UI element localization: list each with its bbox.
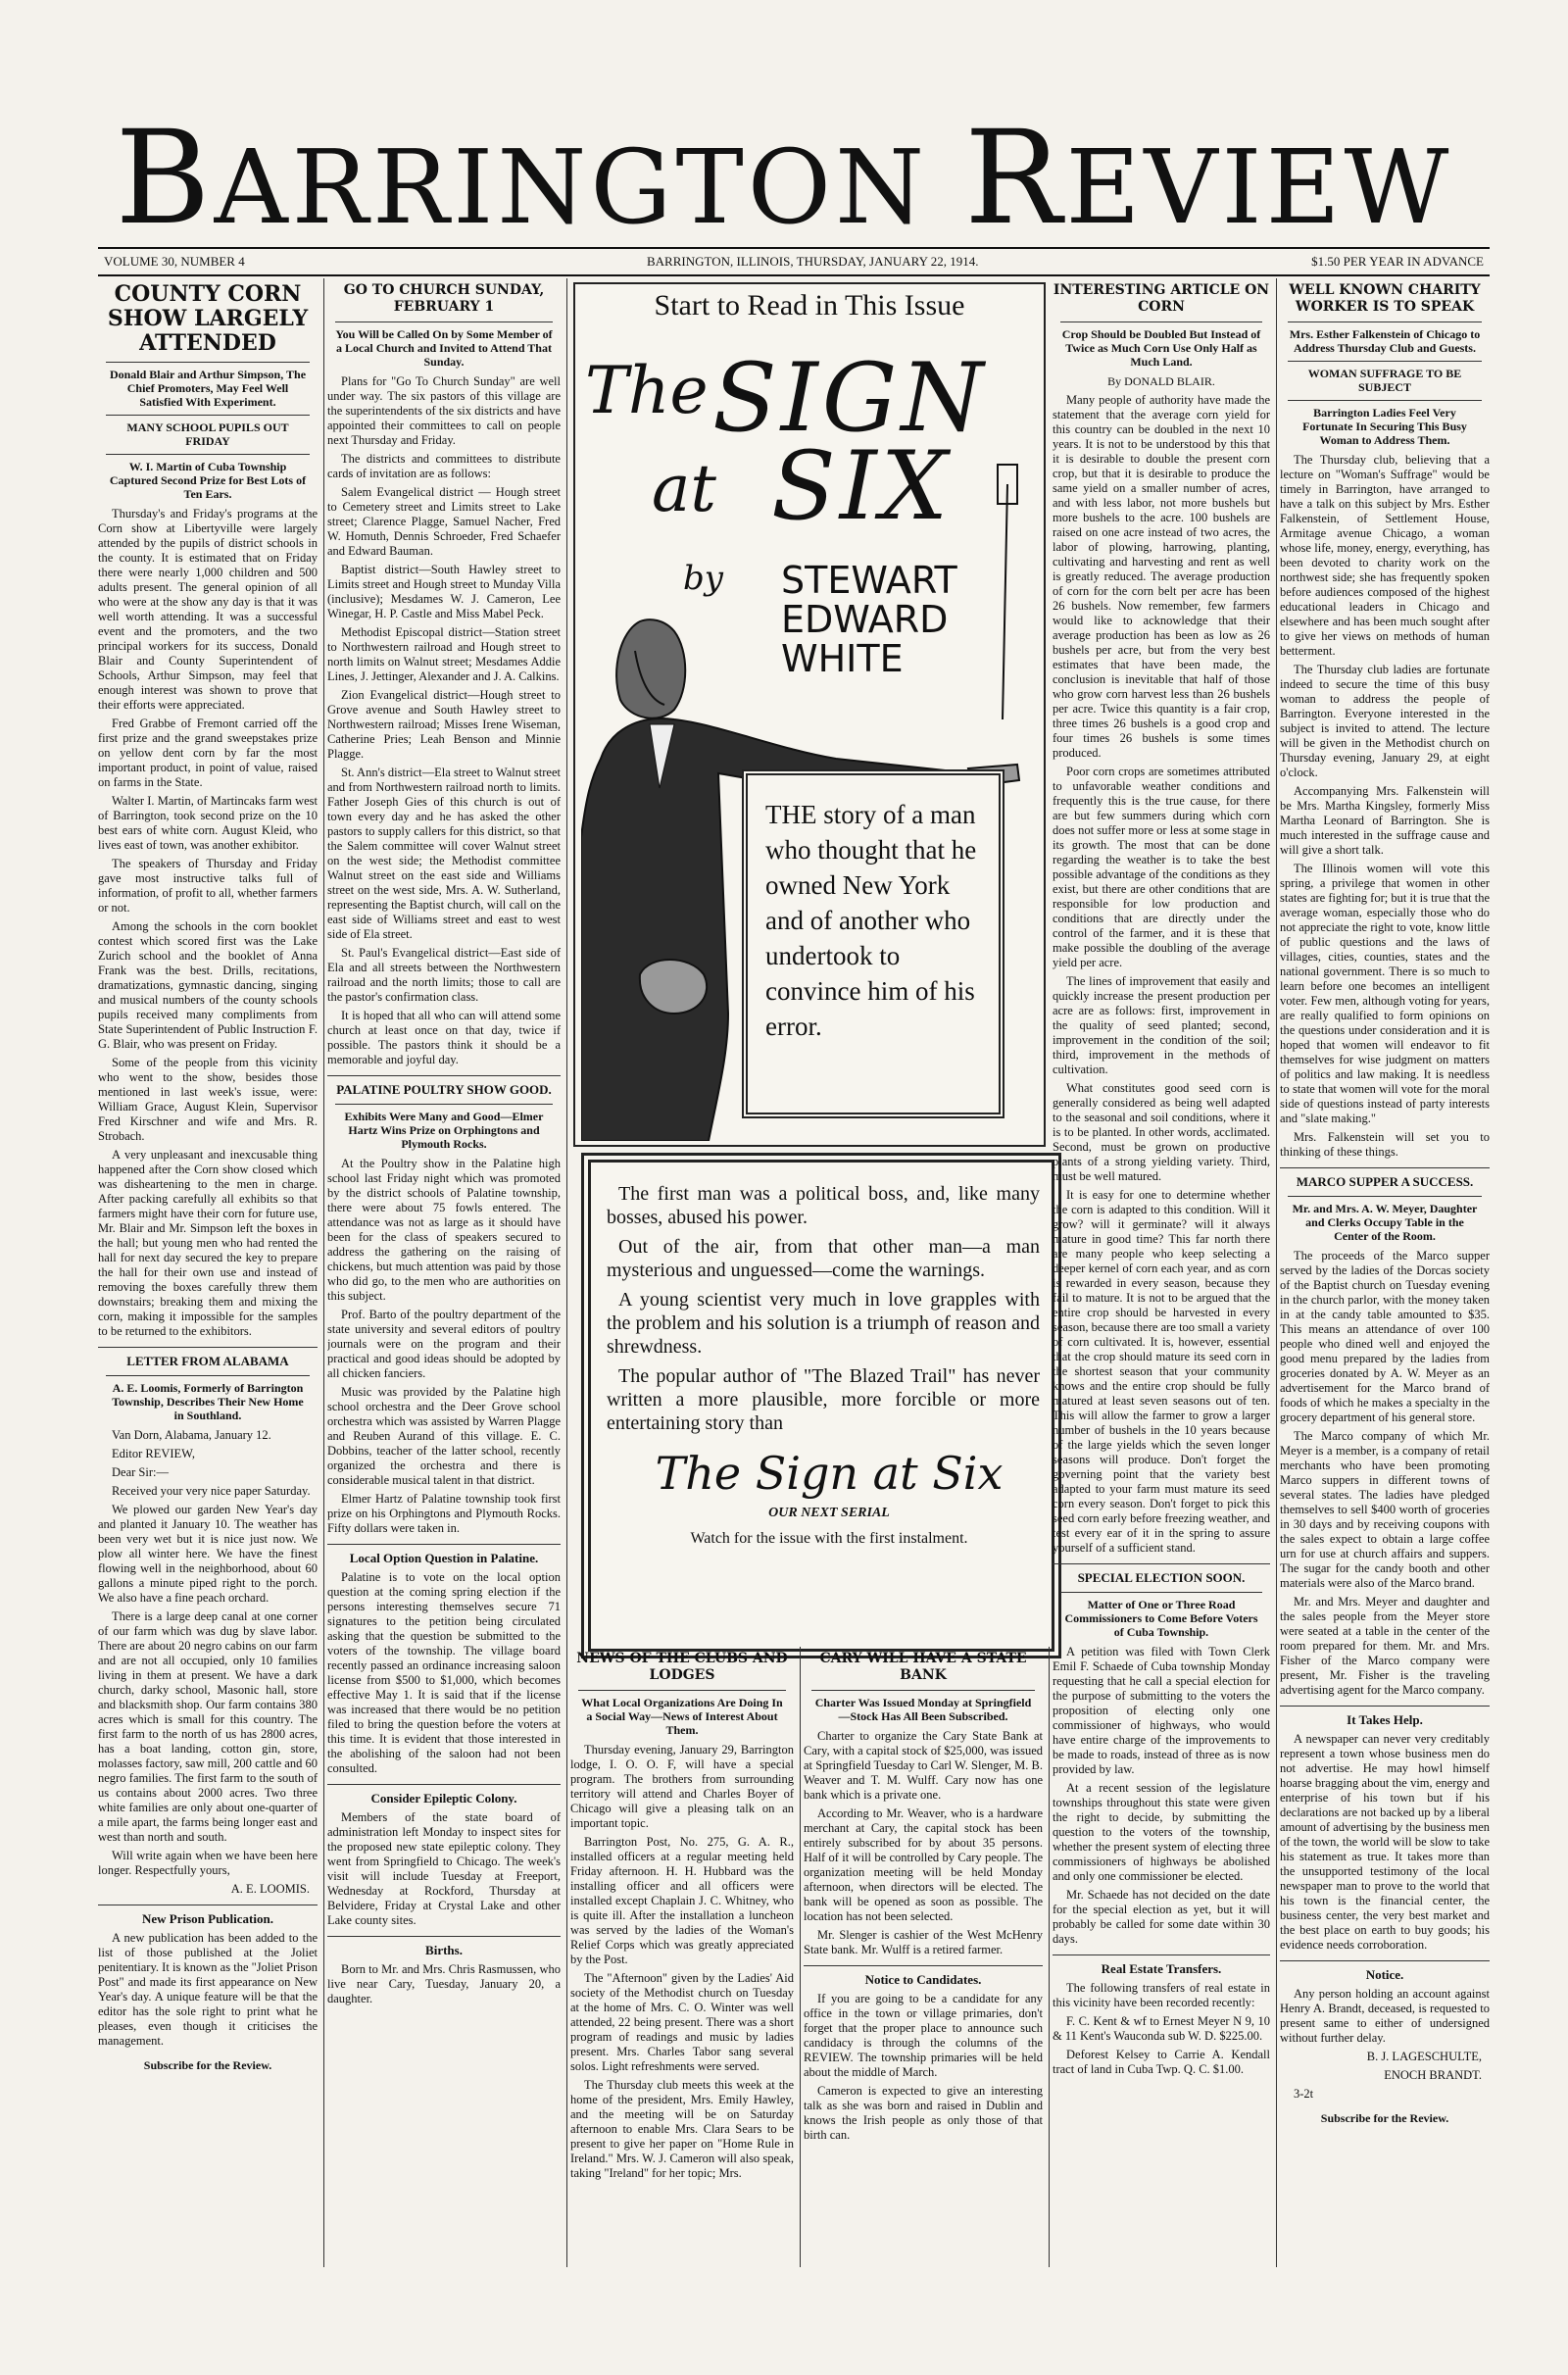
paragraph: The speakers of Thursday and Friday gave most instructive talks full of information, of profit to all, whether farmers or not. bbox=[98, 857, 318, 915]
paragraph: Born to Mr. and Mrs. Chris Rasmussen, who live near Cary, Tuesday, January 20, a daughter. bbox=[327, 1962, 561, 2005]
paragraph: What constitutes good seed corn is generally considered as being well adapted to the seasonal and soil conditions, where it is to be planted. In other words, acclimated. Second, must be grown on productive plants of a strong yielding variety. Third, must be well matured. bbox=[1053, 1081, 1270, 1183]
dateline bbox=[98, 247, 1490, 276]
paragraph: The Thursday club meets this week at the home of the president, Mrs. Emily Hawley, and the meeting will be on Saturday afternoon to enable Mrs. Clara Sears to be present to give her paper on "Home Rule in Ireland." Mrs. W. J. Cameron will also speak, taking "Ireland" for her topic; Mrs. bbox=[570, 2078, 794, 2180]
masthead bbox=[88, 103, 1480, 254]
masthead-word-arrington: ARRINGTON bbox=[214, 127, 965, 247]
corn-show-deck-3: W. I. Martin of Cuba Township Captured Second Prize for Best Lots of Ten Ears. bbox=[106, 454, 310, 501]
paragraph: Mr. Schaede has not decided on the date for the special election as yet, but it will probably be called for some date within 30 days. bbox=[1053, 1888, 1270, 1946]
art-word-the: The bbox=[585, 353, 709, 428]
paragraph: St. Ann's district—Ela street to Walnut street and from Northwestern railroad north to limits. Father Joseph Gies of this church is out of town every day and he has asked the other pastors to supply callers for this district, so that the Salem committee will cover Walnut street on the west side; the Methodist committee Walnut street on the east side and Williams street on the west side, Mrs. A. W. Sutherland, representing the Baptist church, will call on the east side of Williams street and east to west side of Ela street. bbox=[327, 766, 561, 941]
letter-salutation: Dear Sir:— bbox=[112, 1465, 169, 1479]
corn-show-deck: Donald Blair and Arthur Simpson, The Chief Promoters, May Feel Well Satisfied With Experiment. bbox=[106, 362, 310, 409]
paragraph: Some of the people from this vicinity who went to the show, besides those mentioned in last week's issue, were: William Grace, August Klein, Supervisor Fred Kirschner and wife and Mrs. R. Strobach. bbox=[98, 1056, 318, 1143]
paragraph: Barrington Post, No. 275, G. A. R., installed officers at a regular meeting held Friday afternoon. H. H. Hubbard was the installing officer and all officers were installed except Chaplain J. C. Whitney, who is quite ill. After the installation a luncheon was served by the ladies of the Woman's Relief Corps which was greatly appreciated by the Post. bbox=[570, 1835, 794, 1966]
paragraph: A newspaper can never very creditably represent a town whose business men do not advertise. He may howl himself hoarse bragging about the vim, energy and enterprise of his town but if his declarations are not backed up by a liberal amount of advertising by the business men of the town, the world will be slow to take his statement as true. It takes more than the unsupported testimony of the local newspaper man to prove to the world that his town is the financial center, the business center, the very best market and the best place on earth to buy goods; his evidence needs corroboration. bbox=[1280, 1732, 1490, 1952]
corn-article-byline: By DONALD BLAIR. bbox=[1107, 374, 1215, 388]
paragraph: A new publication has been added to the list of those published at the Joliet penitentiary. It is known as the "Joliet Prison Post" and made its first appearance on New Year's day. A unique feature will be that the editor has the sole right to print what he pleases, even though it criticises the management. bbox=[98, 1931, 318, 2048]
watch-notice: Watch for the issue with the first instalment. bbox=[690, 1530, 968, 1547]
serial-ad-title: Start to Read in This Issue bbox=[654, 289, 965, 322]
paragraph: The proceeds of the Marco supper served by the ladies of the Dorcas society of the Baptist church on Tuesday evening in the church parlor, with the money taken in at the candy table amounted to $35. This means an attendance of over 100 people who dined well and enjoyed the good menu prepared by the ladies from groceries donated by A. W. Meyer as an advertisement for the Marco brand of foods of which he makes a specialty in the grocery department of his general store. bbox=[1280, 1249, 1490, 1424]
letter-editor: Editor REVIEW, bbox=[112, 1447, 195, 1460]
paragraph: The following transfers of real estate in this vicinity have been recorded recently: bbox=[1053, 1981, 1270, 2009]
paragraph: Received your very nice paper Saturday. bbox=[112, 1484, 311, 1498]
paragraph: Baptist district—South Hawley street to Limits street and Hough street to Munday Villa (inclusive); Mesdames W. J. Cameron, Lee Winegar, H. P. Castle and Miss Mabel Peck. bbox=[327, 563, 561, 620]
paragraph: Deforest Kelsey to Carrie A. Kendall tract of land in Cuba Twp. Q. C. $1.00. bbox=[1053, 2048, 1270, 2076]
serial-title: The Sign at Six bbox=[655, 1447, 1004, 1500]
art-author-line: WHITE bbox=[781, 637, 904, 680]
masthead-initial-b: B bbox=[115, 103, 215, 254]
paragraph: Salem Evangelical district — Hough street to Cemetery street and Limits street to Lake street; Clarence Plagge, Samuel Nacher, Fred W. Homuth, Dennis Schroeder, Fred Schaefer and Edward Bauman. bbox=[327, 485, 561, 558]
paragraph: A young scientist very much in love grapples with the problem and his solution is a triumph of reason and shrewdness. bbox=[607, 1289, 1040, 1358]
paragraph: Zion Evangelical district—Hough street to Grove avenue and South Hawley street to Northwestern railroad; Misses Irene Wiseman, Catherine Pries; Leah Benson and Minnie Plagge. bbox=[327, 688, 561, 761]
paragraph: Charter to organize the Cary State Bank at Cary, with a capital stock of $25,000, was issued at Springfield Tuesday to Carl W. Slenger, M. B. Weaver and T. M. Wulff. Cary now has one bank which is a private one. bbox=[804, 1729, 1043, 1802]
letter-signature: A. E. LOOMIS. bbox=[230, 1882, 310, 1896]
paragraph: The Marco company of which Mr. Meyer is a member, is a company of retail merchants who have been promoting Marco suppers in different towns of several states. The ladies have pledged themselves to sell $400 worth of groceries in 30 days and by receiving coupons with the sales expect to obtain a large coffee urn for use at church affairs and suppers. The sugar for the candy booth and other materials were also of the Marco brand. bbox=[1280, 1429, 1490, 1590]
estate-notice-headline: Notice. bbox=[1280, 1960, 1490, 1983]
corn-article-deck: Crop Should be Doubled But Instead of Twice as Much Corn Use Only Half as Much Land. bbox=[1060, 322, 1262, 369]
paragraph: A petition was filed with Town Clerk Emil F. Schaede of Cuba township Monday requesting that he call a special election for the purpose of submitting to the voters the proposition of electing only one commissioner of highways, who would have entire charge of the improvements to be made to roads, instead of three as is now provided by law. bbox=[1053, 1645, 1270, 1776]
column-1 bbox=[98, 278, 324, 2267]
candidates-notice-headline: Notice to Candidates. bbox=[804, 1965, 1043, 1988]
corn-show-deck-2: MANY SCHOOL PUPILS OUT FRIDAY bbox=[106, 415, 310, 448]
suffrage-deck-2: Barrington Ladies Feel Very Fortunate In Securing This Busy Woman to Address Them. bbox=[1288, 400, 1482, 447]
paragraph: Will write again when we have been here longer. Respectfully yours, bbox=[98, 1849, 318, 1877]
paragraph: The "Afternoon" given by the Ladies' Aid society of the Methodist church on Tuesday at the home of Mrs. C. O. Winter was well attended, 22 being present. There was a short program of readings and music by ladies present. Mrs. Charles Tabor sang several solos. Light refreshments were served. bbox=[570, 1971, 794, 2073]
paragraph: Walter I. Martin, of Martincaks farm west of Barrington, took second prize on the 10 best ears of white corn. August Kleid, who lives east of town, was another exhibitor. bbox=[98, 794, 318, 852]
masthead-initial-r: R bbox=[964, 103, 1066, 254]
paragraph: Elmer Hartz of Palatine township took first prize on his Orphingtons and Plymouth Rocks. Fifty dollars were taken in. bbox=[327, 1492, 561, 1535]
clubs-headline: NEWS OF THE CLUBS AND LODGES bbox=[576, 1651, 788, 1683]
election-headline: SPECIAL ELECTION SOON. bbox=[1053, 1563, 1270, 1586]
art-author-line: EDWARD bbox=[781, 598, 949, 641]
art-word-six: SIX bbox=[771, 431, 953, 541]
marco-supper-deck: Mr. and Mrs. A. W. Meyer, Daughter and Clerks Occupy Table in the Center of the Room. bbox=[1288, 1196, 1482, 1243]
paragraph: At a recent session of the legislature townships throughout this state were given the right to decide, by submitting the question to the voters of the township, whether the present system of electing three commissioners of highways be abolished and only one commissioner be elected. bbox=[1053, 1781, 1270, 1883]
paragraph: The districts and committees to distribute cards of invitation are as follows: bbox=[327, 452, 561, 480]
serial-ad-illustration bbox=[573, 282, 1046, 1147]
paragraph: It is easy for one to determine whether the corn is adapted to this condition. Will it grow? will it germinate? will it always mature in good time? This far north there are many people who keep selecting a deeper kernel of corn each year, and as corn is rewarded in every season, because they fail to mature. It is not to be argued that the entire crop should be harvested in every season, because there are too small a variety of corn cultivated. It is, however, essential that the crop should mature its seed corn in the shortest season that your community knows and the entire crop should be fully matured at least seven seasons out of ten. This will allow the farmer to grow a larger number of bushels in the 10 years because of the large yields which the seven longer seasons will produce. Don't forget the governing point that the variety best adapted to your farm must mature its seed corn every season. Don't forget to pick this seed corn early before freezing weather, and test every ear of it in the spring to assure yourself of a sufficient stand. bbox=[1053, 1188, 1270, 1555]
masthead-word-eview: EVIEW bbox=[1065, 127, 1453, 247]
paragraph: Any person holding an account against Henry A. Brandt, deceased, is requested to present same to either of undersigned without further delay. bbox=[1280, 1987, 1490, 2045]
paragraph: Methodist Episcopal district—Station street to Northwestern railroad and Hough street to north limits on Walnut street; Mesdames Addie Lines, J. Jettinger, Alexander and J. A. Calkins. bbox=[327, 625, 561, 683]
paragraph: The Thursday club, believing that a lecture on "Woman's Suffrage" would be timely in Barrington, have arranged to have a talk on this subject by Mrs. Esther Falkenstein, of Settlement House, Armitage avenue Chicago, a woman whose life, money, energy, everything, has been devoted to charity work on the northwest side; she has frequently spoken before audiences composed of the highest educational leaders in Chicago and elsewhere and has been much sought after to give her views on methods of human betterment. bbox=[1280, 453, 1490, 658]
corn-show-headline: COUNTY CORN SHOW LARGELY ATTENDED bbox=[107, 281, 309, 356]
volume-number: VOLUME 30, NUMBER 4 bbox=[104, 254, 245, 269]
charity-worker-deck: Mrs. Esther Falkenstein of Chicago to Address Thursday Club and Guests. bbox=[1288, 322, 1482, 355]
paragraph: Music was provided by the Palatine high school orchestra and the Deer Grove school orchestra which was assisted by Warren Plagge and Reuben Aurand of this village. E. C. Dobbins, teacher of the latter school, recently organized the orchestra and there is considerable musical talent in that district. bbox=[327, 1385, 561, 1487]
notice-date: 3-2t bbox=[1294, 2087, 1314, 2101]
paragraph: Prof. Barto of the poultry department of the state university and several editors of poultry journals were on the program and their practical and good ideas should be adopted by all chicken fanciers. bbox=[327, 1308, 561, 1380]
paragraph: The Illinois women will vote this spring, a privilege that women in other states are fighting for; but it is true that the average woman, especially those who do not appreciate the right to vote, know little of public questions and the laws of villages, cities, counties, states and the national government. There is so much to learn before one becomes an intelligent voter. Few men, although voting for years, are really qualified to form opinions on the questions under consideration and it is hoped that women will endeavor to fit themselves for wise judgment on matters of politics and law making. It is needless to state that women will vote for the moral side of questions instead of party interests and "slate making." bbox=[1280, 862, 1490, 1125]
paragraph: Poor corn crops are sometimes attributed to unfavorable weather conditions and frequently this is the true cause, for there are but few summers during which corn does not suffer more or less at some stage in its growth. The most that can be done regarding the weather is to take the best possible advantage of the conditions as they exist, but there are other conditions that are responsible for low production and conditions that are directly under the control of the farmer, and it is these that make possible the doubling of the average yield per acre. bbox=[1053, 765, 1270, 969]
real-estate-headline: Real Estate Transfers. bbox=[1053, 1954, 1270, 1977]
paragraph: Thursday evening, January 29, Barrington lodge, I. O. O. F, will have a special program. The brothers from surrounding territory will attend and Charles Boyer of Chicago will give a pleasing talk on an important topic. bbox=[570, 1743, 794, 1830]
column-5 bbox=[1280, 278, 1490, 2267]
clubs-column bbox=[570, 1647, 801, 2267]
paragraph: Out of the air, from that other man—a man mysterious and unguessed—come the warnings. bbox=[607, 1236, 1040, 1281]
notice-signature: B. J. LAGESCHULTE, bbox=[1366, 2050, 1482, 2063]
paragraph: Cameron is expected to give an interesting talk as she was born and raised in Dublin and knows the Irish people as only those of that birth can. bbox=[804, 2084, 1043, 2142]
paragraph: At the Poultry show in the Palatine high school last Friday night which was promoted by the district schools of Palatine township, there were about 75 fowls entered. The attendance was not as large as it should have been for the class of speakers secured to address the gathering on the raising of chickens, but much attention was paid by those who did go, to the men who are authorities on this subject. bbox=[327, 1157, 561, 1303]
paragraph: St. Paul's Evangelical district—East side of Ela and all streets between the Northwestern railroad and the north limits; those to call are the pastor's confirmation class. bbox=[327, 946, 561, 1004]
serial-story-box: THE story of a man who thought that he owned New York and of another who undertook to convince him of his error. bbox=[742, 769, 1004, 1118]
art-word-by: by bbox=[683, 559, 723, 598]
paragraph: F. C. Kent & wf to Ernest Meyer N 9, 10 & 11 Kent's Wauconda sub W. D. $225.00. bbox=[1053, 2014, 1270, 2043]
paragraph: Thursday's and Friday's programs at the Corn show at Libertyville were largely attended by the pupils of district schools in the county. It is estimated that on Friday there were nearly 1,000 children and 500 adults present. The general opinion of all who were at the show any day is that it was well worth attending. It was a successful event and the promoters, and the two principal workers for its success, Donald Blair and County Superintendent of Schools, Arthur Simpson, may feel that enough interest was shown to prove that their efforts were appreciated. bbox=[98, 507, 318, 712]
paragraph: Plans for "Go To Church Sunday" are well under way. The six pastors of this village are the superintendents of the six districts and have appointed their committees to call on people next Thursday and Friday. bbox=[327, 374, 561, 447]
subscription-price: $1.50 PER YEAR IN ADVANCE bbox=[1311, 254, 1484, 269]
church-sunday-deck: You Will be Called On by Some Member of a Local Church and Invited to Attend That Sunday. bbox=[335, 322, 553, 369]
paragraph: The popular author of "The Blazed Trail" has never written a more plausible, more forcible or more entertaining story than bbox=[607, 1365, 1040, 1434]
subscribe-notice: Subscribe for the Review. bbox=[143, 2058, 272, 2072]
church-sunday-headline: GO TO CHURCH SUNDAY, FEBRUARY 1 bbox=[343, 282, 545, 315]
paragraph: If you are going to be a candidate for any office in the town or village primaries, don't forget that the proper place to announce such candidacy is through the columns of the REVIEW. The township primaries will be held about the middle of March. bbox=[804, 1992, 1043, 2079]
paragraph: The first man was a political boss, and, like many bosses, abused his power. bbox=[607, 1183, 1040, 1228]
paragraph: Members of the state board of administration left Monday to inspect sites for the proposed new state epileptic colony. They went from Springfield to Chicago. The week's visit will include Tuesday at Freeport, Wednesday at Rockford, Thursday at Belvidere, Friday at Crystal Lake and other Lake county sites. bbox=[327, 1810, 561, 1927]
births-headline: Births. bbox=[327, 1936, 561, 1958]
prison-headline: New Prison Publication. bbox=[98, 1905, 318, 1927]
local-option-headline: Local Option Question in Palatine. bbox=[327, 1544, 561, 1566]
paragraph: A very unpleasant and inexcusable thing happened after the Corn show closed which was disheartening to the men in charge. After packing carefully all exhibits so that farmers might have their corn for future use, Mr. Blair and Mr. Simpson left the boxes in the hall; but young men who had rented the hall for next day secured the key to prepare the hall for their own use and instead of removing the boxes carefully threw them downstairs; breaking them and mixing the corn, making it impossible for the samples to be returned to the exhibitors. bbox=[98, 1148, 318, 1338]
art-author-line: STEWART bbox=[781, 559, 957, 602]
it-takes-help-headline: It Takes Help. bbox=[1280, 1706, 1490, 1728]
art-author bbox=[781, 561, 957, 678]
paragraph: Mr. Slenger is cashier of the West McHenry State bank. Mr. Wulff is a retired farmer. bbox=[804, 1928, 1043, 1956]
paragraph: Mr. and Mrs. Meyer and daughter and the sales people from the Meyer store were seated at a table in the center of the room prepared for them. Mr. and Mrs. Fisher of the Marco company were present, Mr. Fisher is the traveling advertising agent for the Marco company. bbox=[1280, 1595, 1490, 1697]
suffrage-deck: WOMAN SUFFRAGE TO BE SUBJECT bbox=[1288, 361, 1482, 394]
next-serial-label: OUR NEXT SERIAL bbox=[768, 1506, 890, 1520]
paragraph: Many people of authority have made the statement that the average corn yield for this country can be doubled in the next 10 years. It is not to be understood by this that it is desirable to double the present corn crop, but that it is desirable to produce the same yield on a smaller number of acres, and with less labor, not more bushels but more bushels to the acre. 100 bushels are raised on one acre instead of two acres, the labor of plowing, harrowing, planting, cultivating and harvesting and rent as well is greatly reduced. The average production of corn for the corn belt per acre has been 26 bushels. Now remember, few farmers would like to acknowledge that their average production has been as low as 26 bushels per acre, but from the very best estimates that have been made, the conclusion is inevitable that half of those who grow corn harvest less than 26 bushels per acre. Twice this quantity is a fair crop, three times 26 bushels is a good crop and four times 26 bushels is some times produced. bbox=[1053, 393, 1270, 760]
clubs-deck: What Local Organizations Are Doing In a Social Way—News of Interest About Them. bbox=[578, 1690, 786, 1737]
paragraph: The Thursday club ladies are fortunate indeed to secure the time of this busy woman to address the people of Barrington. Everyone interested in the subject is invited to attend. The lecture will be given in the Methodist church on Thursday evening, January 29, at eight o'clock. bbox=[1280, 663, 1490, 779]
paragraph: It is hoped that all who can will attend some church at least once on that day, twice if possible. The pastors think it should be a memorable and joyful day. bbox=[327, 1009, 561, 1066]
epileptic-colony-headline: Consider Epileptic Colony. bbox=[327, 1784, 561, 1806]
paragraph: Accompanying Mrs. Falkenstein will be Mrs. Martha Kingsley, formerly Miss Martha Leonard of Barrington. She is much interested in the suffrage cause and will give a short talk. bbox=[1280, 784, 1490, 857]
corn-article-headline: INTERESTING ARTICLE ON CORN bbox=[1053, 282, 1270, 315]
election-deck: Matter of One or Three Road Commissioners to Come Before Voters of Cuba Township. bbox=[1060, 1592, 1262, 1639]
paragraph: There is a large deep canal at one corner of our farm which was dug by slave labor. There are about 20 negro cabins on our farm and are not all occupied, only 10 families living in them at present. We have a dark church, darky school, Masonic hall, store and blacksmith shop. Our farm contains 380 acres which is small for this country. The first farm to the north of us has 2800 acres, has a boat landing, cotton gin, store, molasses factory, saw mill, 200 cattle and 60 negro families. The first farm to the south of us contains about 2000 acres. Two three white families are only about one-quarter of a mile apart, the farms being longer east and west than north and south. bbox=[98, 1609, 318, 1844]
paragraph: Mrs. Falkenstein will set you to thinking of these things. bbox=[1280, 1130, 1490, 1159]
art-word-at: at bbox=[652, 451, 716, 526]
poultry-deck: Exhibits Were Many and Good—Elmer Hartz Wins Prize on Orphingtons and Plymouth Rocks. bbox=[335, 1104, 553, 1151]
serial-ad-text bbox=[581, 1153, 1061, 1658]
notice-signature: ENOCH BRANDT. bbox=[1384, 2068, 1482, 2082]
paragraph: Fred Grabbe of Fremont carried off the first prize and the grand sweepstakes prize on yellow dent corn by far the most important product, in point of value, raised on farms in the State. bbox=[98, 717, 318, 789]
paragraph: We plowed our garden New Year's day and planted it January 10. The weather has been very wet but it is nice just now. We plow all winter here. We have the finest flowing well in the neighborhood, about 60 gallons a minute piped right to the porch. We also have a fine peach orchard. bbox=[98, 1503, 318, 1605]
poultry-headline: PALATINE POULTRY SHOW GOOD. bbox=[327, 1075, 561, 1098]
paragraph: Among the schools in the corn booklet contest which scored first was the Lake Zurich school and the booklet of Anna Frank was the best. Drills, recitations, dramatizations, gymnastic dancing, singing and musical numbers of the county schools pupils received many compliments from State Superintendent of Public Instruction F. G. Blair, who was present on Friday. bbox=[98, 919, 318, 1051]
letter-headline: LETTER FROM ALABAMA bbox=[98, 1347, 318, 1369]
cary-column bbox=[804, 1647, 1050, 2267]
subscribe-notice: Subscribe for the Review. bbox=[1320, 2111, 1449, 2125]
paragraph: According to Mr. Weaver, who is a hardware merchant at Cary, the capital stock has been entirely subscribed for by about 35 persons. Half of it will be controlled by Cary people. The organization meeting will be held Monday afternoon, when directors will be elected. The bank will be opened as soon as possible. The location has not been selected. bbox=[804, 1806, 1043, 1923]
cary-bank-deck: Charter Was Issued Monday at Springfield—Stock Has All Been Subscribed. bbox=[811, 1690, 1035, 1723]
art-word-sign: SIGN bbox=[712, 343, 988, 453]
charity-worker-headline: WELL KNOWN CHARITY WORKER IS TO SPEAK bbox=[1289, 282, 1481, 315]
column-4 bbox=[1053, 278, 1277, 2267]
cary-bank-headline: CARY WILL HAVE A STATE BANK bbox=[819, 1651, 1027, 1683]
place-date: BARRINGTON, ILLINOIS, THURSDAY, JANUARY 22, 1914. bbox=[647, 254, 979, 269]
paragraph: The lines of improvement that easily and quickly increase the present production per acre are as follows: first, improvement in the quality of seed planted; second, improvement in the condition of the soil; third, improvement in the methods of cultivation. bbox=[1053, 974, 1270, 1076]
marco-supper-headline: MARCO SUPPER A SUCCESS. bbox=[1280, 1167, 1490, 1190]
paragraph: Palatine is to vote on the local option question at the coming spring election if the persons interesting themselves secure 71 signatures to the petition being circulated asking that the question be submitted to the voters of the township. The village board recently passed an ordinance increasing saloon license from $500 to $1,000, which becomes effective May 1. It is said that if the license was increased that there would be no petition filed to bring the question before the voters at this time. It is evident that those interested in the abolishing of the saloon had not been consulted. bbox=[327, 1570, 561, 1775]
letter-deck: A. E. Loomis, Formerly of Barrington Township, Describes Their New Home in Southland. bbox=[106, 1375, 310, 1422]
column-2 bbox=[327, 278, 567, 2267]
letter-place: Van Dorn, Alabama, January 12. bbox=[112, 1428, 271, 1442]
